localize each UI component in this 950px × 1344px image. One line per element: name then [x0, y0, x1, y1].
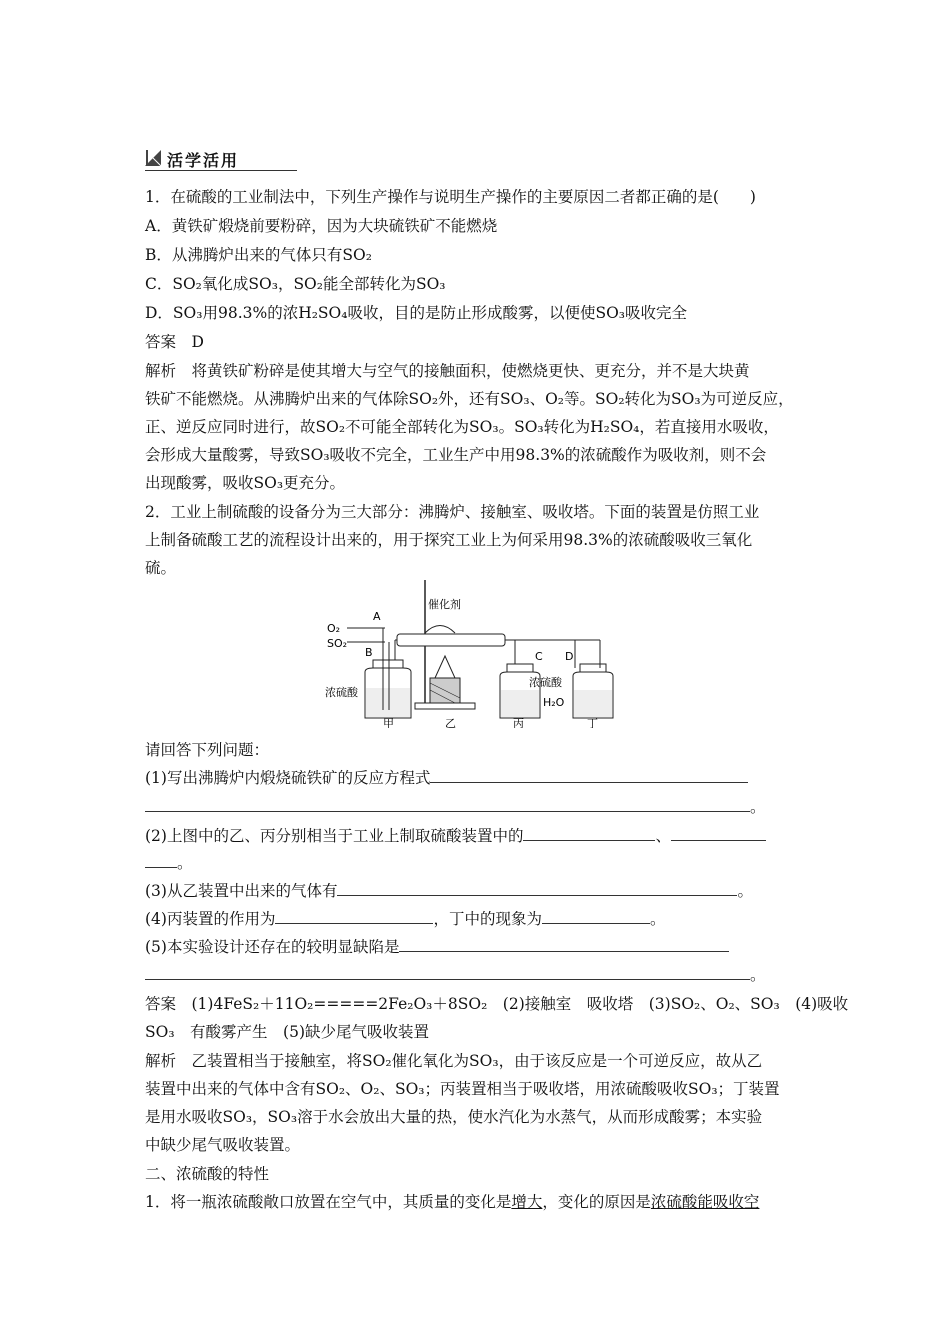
- section-triangle-icon: [145, 150, 161, 166]
- q2-analysis-line: 装置中出来的气体中含有SO₂、O₂、SO₃；丙装置相当于吸收塔，用浓硫酸吸收SO₃；丁装置: [145, 1080, 780, 1098]
- q1-option-a: A．黄铁矿煅烧前要粉碎，因为大块硫铁矿不能燃烧: [145, 217, 498, 235]
- q2-analysis-line: 中缺少尾气吸收装置。: [145, 1136, 301, 1154]
- q2-part4: [145, 909, 666, 929]
- q2-part1-cont: [145, 797, 766, 817]
- part2-q1-prefix: 1．将一瓶浓硫酸敞口放置在空气中，其质量的变化是: [145, 1193, 512, 1211]
- label-jia: 甲: [383, 717, 394, 728]
- q2-stem-line: 硫。: [145, 559, 177, 577]
- answer-blank[interactable]: [337, 881, 737, 896]
- catalyst-label: 催化剂: [428, 598, 461, 611]
- q1-analysis-line: 会形成大量酸雾，导致SO₃吸收不完全，工业生产中用98.3%的浓硫酸作为吸收剂，则不会: [145, 446, 767, 464]
- q1-analysis-line: 出现酸雾，吸收SO₃更充分。: [145, 474, 346, 492]
- part2-q1-mid: ，变化的原因是: [542, 1193, 651, 1211]
- q2-part3-text: (3)从乙装置中出来的气体有: [145, 882, 338, 900]
- part2-q1-answer2: 浓硫酸能吸收空: [650, 1193, 760, 1211]
- label-yi: 乙: [445, 717, 456, 728]
- q2-part1-text: (1)写出沸腾炉内煅烧硫铁矿的反应方程式: [145, 769, 431, 787]
- answer-blank[interactable]: [542, 909, 650, 924]
- q2-part5-text: (5)本实验设计还存在的较明显缺陷是: [145, 938, 400, 956]
- answer-blank[interactable]: [275, 909, 433, 924]
- q2-part1: [145, 768, 748, 788]
- answer-blank[interactable]: [523, 826, 655, 841]
- q2-part2-cont: [145, 853, 193, 873]
- conc-acid-label-1: 浓硫酸: [325, 686, 358, 699]
- answer-blank[interactable]: [430, 768, 748, 783]
- conc-acid-label-2: 浓硫酸: [529, 676, 562, 689]
- q2-part2-text: (2)上图中的乙、丙分别相当于工业上制取硫酸装置中的: [145, 827, 524, 845]
- q1-option-d: D．SO₃用98.3%的浓H₂SO₄吸收，目的是防止形成酸雾，以便使SO₃吸收完全: [145, 304, 688, 322]
- period: 。: [737, 882, 753, 900]
- so2-label: SO₂: [327, 637, 348, 650]
- answer-blank[interactable]: [671, 826, 766, 841]
- period: 。: [649, 910, 666, 928]
- q1-option-b: B．从沸腾炉出来的气体只有SO₂: [145, 246, 372, 264]
- o2-label: O₂: [327, 622, 341, 635]
- part2-heading: 二、浓硫酸的特性: [145, 1165, 270, 1183]
- valve-a-label: A: [373, 610, 381, 623]
- q2-stem-line: 上制备硫酸工艺的流程设计出来的，用于探究工业上为何采用98.3%的浓硫酸吸收三氧化: [145, 531, 753, 549]
- answer-blank[interactable]: [399, 937, 729, 952]
- q2-part4b-text: ，丁中的现象为: [433, 910, 542, 928]
- q2-part2: [145, 826, 766, 846]
- q2-part4a-text: (4)丙装置的作用为: [145, 910, 276, 928]
- part2-q1-answer1: 增大: [511, 1193, 543, 1211]
- period: 。: [750, 798, 766, 816]
- section-underline: [145, 170, 297, 171]
- period: 。: [177, 854, 193, 872]
- q2-answer-line: SO₃ 有酸雾产生 (5)缺少尾气吸收装置: [145, 1023, 429, 1041]
- q1-analysis-line: 铁矿不能燃烧。从沸腾炉出来的气体除SO₂外，还有SO₃、O₂等。SO₂转化为SO₃为可逆反应，: [145, 390, 794, 408]
- apparatus-diagram: [325, 578, 625, 728]
- answer-blank[interactable]: [145, 853, 177, 868]
- q1-answer: 答案 D: [145, 333, 204, 351]
- label-ding: 丁: [587, 717, 598, 728]
- label-bing: 丙: [513, 717, 524, 728]
- q2-prompt: 请回答下列问题：: [145, 741, 270, 759]
- q1-option-c: C．SO₂氧化成SO₃，SO₂能全部转化为SO₃: [145, 275, 446, 293]
- water-label: H₂O: [543, 696, 565, 709]
- q2-analysis-line: 解析 乙装置相当于接触室，将SO₂催化氧化为SO₃，由于该反应是一个可逆反应，故从乙: [145, 1052, 763, 1070]
- q2-part5: [145, 937, 729, 957]
- answer-blank[interactable]: [145, 797, 750, 812]
- period: 。: [750, 966, 766, 984]
- answer-blank[interactable]: [145, 965, 750, 980]
- q2-analysis-line: 是用水吸收SO₃，SO₃溶于水会放出大量的热，使水汽化为水蒸气，从而形成酸雾；本实验: [145, 1108, 763, 1126]
- q1-stem: 1．在硫酸的工业制法中，下列生产操作与说明生产操作的主要原因二者都正确的是( ): [145, 188, 756, 206]
- separator: 、: [655, 827, 671, 845]
- q2-part5-cont: [145, 965, 766, 985]
- section-header: [145, 148, 300, 172]
- part2-q1: [145, 1192, 759, 1212]
- q1-analysis-line: 正、逆反应同时进行，故SO₂不可能全部转化为SO₃。SO₃转化为H₂SO₄，若直接用水吸收，: [145, 418, 779, 436]
- valve-c-label: C: [535, 650, 543, 663]
- q2-answer-line: 答案 (1)4FeS₂＋11O₂=====2Fe₂O₃＋8SO₂ (2)接触室 吸收塔 (3)SO₂、O₂、SO₃ (4)吸收: [145, 995, 849, 1013]
- section-title: 活学活用: [167, 151, 240, 170]
- valve-b-label: B: [365, 646, 373, 659]
- q1-analysis-line: 解析 将黄铁矿粉碎是使其增大与空气的接触面积，使燃烧更快、更充分，并不是大块黄: [145, 362, 750, 380]
- q2-stem-line: 2．工业上制硫酸的设备分为三大部分：沸腾炉、接触室、吸收塔。下面的装置是仿照工业: [145, 503, 760, 521]
- valve-d-label: D: [565, 650, 574, 663]
- q2-part3: [145, 881, 753, 901]
